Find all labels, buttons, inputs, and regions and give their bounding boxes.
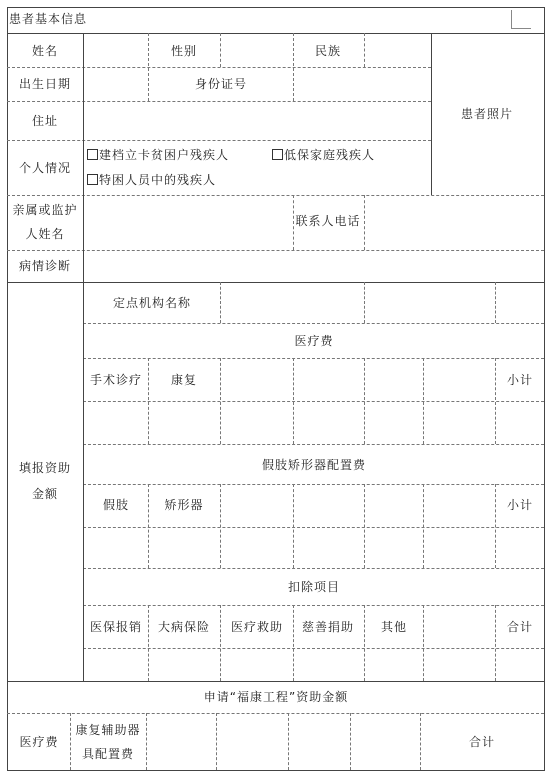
subtotal-prosthesis-label: 小计 — [506, 498, 534, 512]
patient-photo-label: 患者照片 — [460, 107, 514, 121]
contact-phone-field[interactable] — [365, 196, 543, 250]
option-registered-poor[interactable] — [87, 147, 229, 163]
address-field[interactable] — [84, 102, 430, 140]
id-number-label: 身份证号 — [194, 77, 248, 91]
checkbox-icon[interactable] — [87, 174, 98, 185]
funding-label-line2: 金额 — [31, 487, 59, 501]
option-low-income[interactable] — [272, 147, 375, 163]
checkbox-icon[interactable] — [272, 149, 283, 160]
institution-name-label: 定点机构名称 — [112, 296, 192, 310]
subtotal-medical-label: 小计 — [506, 373, 534, 387]
medical-fee-heading: 医疗费 — [294, 334, 334, 348]
id-number-field[interactable] — [294, 68, 430, 101]
prosthesis-label: 假肢 — [102, 498, 130, 512]
diagnosis-field[interactable] — [84, 251, 543, 282]
section-title-basic-info: 患者基本信息 — [9, 12, 88, 26]
total-deduction-label: 合计 — [506, 620, 534, 634]
medical-aid-label: 医疗救助 — [230, 620, 284, 634]
apply-amount-heading: 申请“福康工程”资助金额 — [203, 690, 349, 704]
address-label: 住址 — [31, 114, 59, 128]
apply-device-fee-line2: 具配置费 — [81, 747, 135, 761]
funding-label-line1: 填报资助 — [18, 461, 72, 475]
apply-total-label: 合计 — [468, 735, 496, 749]
birth-date-field[interactable] — [84, 68, 147, 101]
diagnosis-label: 病情诊断 — [18, 259, 72, 273]
orthosis-label: 矫形器 — [164, 498, 204, 512]
option-extreme-poverty[interactable] — [87, 172, 216, 188]
serious-illness-label: 大病保险 — [157, 620, 211, 634]
insurance-label: 医保报销 — [89, 620, 143, 634]
rehab-label: 康复 — [170, 373, 198, 387]
charity-label: 慈善捐助 — [301, 620, 355, 634]
guardian-name-field[interactable] — [84, 196, 292, 250]
ethnicity-field[interactable] — [365, 34, 430, 67]
guardian-label-line2: 人姓名 — [25, 227, 65, 241]
checkbox-icon[interactable] — [87, 149, 98, 160]
name-field[interactable] — [84, 34, 147, 67]
personal-situation-label: 个人情况 — [18, 161, 72, 175]
deduction-heading: 扣除项目 — [287, 580, 341, 594]
institution-name-field[interactable] — [221, 283, 363, 323]
other-label: 其他 — [380, 620, 408, 634]
option-registered-poor-label: 建档立卡贫困户残疾人 — [99, 148, 230, 162]
apply-device-fee-line1: 康复辅助器 — [75, 723, 141, 737]
ethnicity-label: 民族 — [314, 44, 342, 58]
surgery-label: 手术诊疗 — [89, 373, 143, 387]
patient-photo-slot[interactable] — [432, 34, 543, 194]
gender-label: 性别 — [170, 44, 198, 58]
prosthesis-fee-heading: 假肢矫形器配置费 — [261, 458, 367, 472]
option-extreme-poverty-label: 特困人员中的残疾人 — [99, 173, 217, 187]
gender-field[interactable] — [221, 34, 292, 67]
apply-medical-fee-label: 医疗费 — [19, 735, 59, 749]
contact-phone-label: 联系人电话 — [295, 214, 361, 228]
guardian-label-line1: 亲属或监护 — [12, 203, 78, 217]
option-low-income-label: 低保家庭残疾人 — [284, 148, 376, 162]
birth-date-label: 出生日期 — [18, 77, 72, 91]
name-label: 姓名 — [31, 44, 59, 58]
